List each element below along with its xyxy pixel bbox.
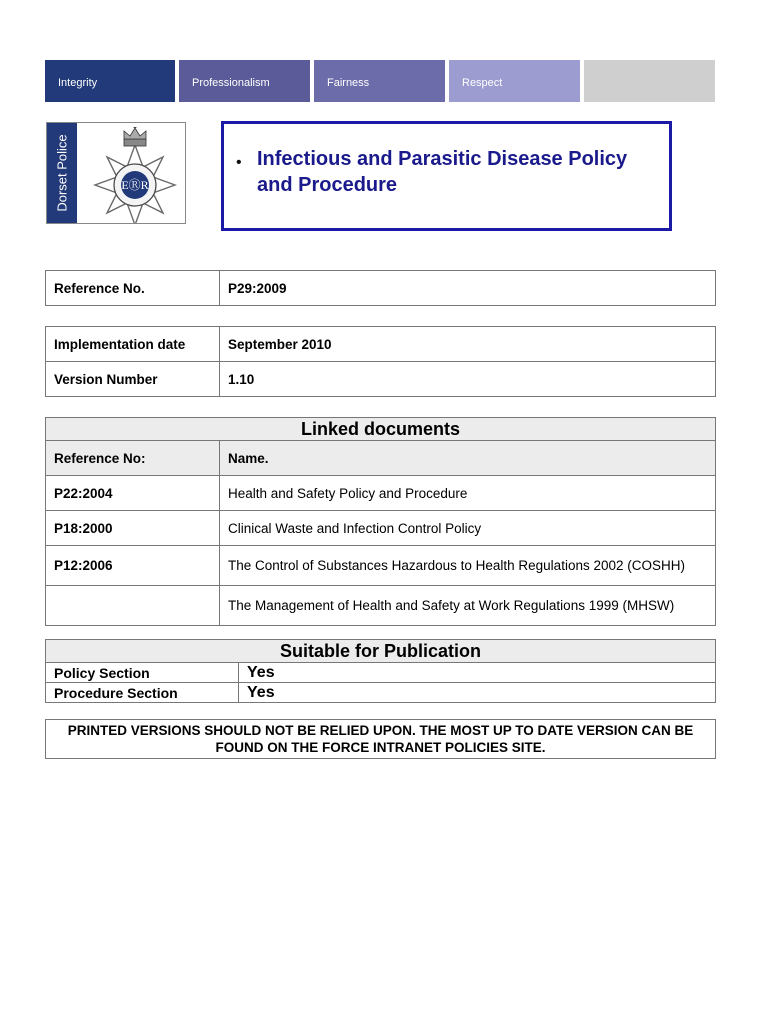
reference-value: P29:2009: [220, 271, 716, 306]
policy-section-value: Yes: [239, 663, 716, 683]
linked-documents-table: [45, 417, 716, 626]
page-title: Infectious and Parasitic Disease Policy and Procedure: [257, 148, 628, 196]
linked-ref: P22:2004: [46, 476, 220, 511]
reference-label: Reference No.: [46, 271, 220, 306]
version-number-label: Version Number: [46, 362, 220, 397]
linked-name: Clinical Waste and Infection Control Policy: [220, 511, 716, 546]
printed-version-notice: [45, 719, 716, 759]
table-row: [46, 511, 716, 546]
logo-strip-text: Dorset Police: [54, 134, 70, 212]
logo-strip: [47, 123, 77, 223]
publication-table: [45, 639, 716, 703]
value-tab-blank: [584, 60, 715, 102]
value-tab-fairness: Fairness: [314, 60, 445, 102]
policy-section-label: Policy Section: [46, 663, 239, 683]
table-row: [46, 476, 716, 511]
implementation-date-label: Implementation date: [46, 327, 220, 362]
values-banner: [45, 60, 715, 102]
implementation-table: [45, 326, 716, 397]
linked-ref: P12:2006: [46, 546, 220, 586]
reference-table: [45, 270, 716, 306]
linked-col-reference: Reference No:: [46, 441, 220, 476]
procedure-section-value: Yes: [239, 683, 716, 703]
linked-name: Health and Safety Policy and Procedure: [220, 476, 716, 511]
implementation-date-value: September 2010: [220, 327, 716, 362]
value-tab-professionalism: Professionalism: [179, 60, 310, 102]
title-bullet: •: [236, 154, 242, 171]
linked-col-name: Name.: [220, 441, 716, 476]
publication-heading: Suitable for Publication: [46, 640, 716, 663]
linked-documents-heading: Linked documents: [46, 418, 716, 441]
table-row: [46, 546, 716, 586]
value-tab-respect: Respect: [449, 60, 580, 102]
linked-ref: P18:2000: [46, 511, 220, 546]
notice-text: PRINTED VERSIONS SHOULD NOT BE RELIED UPON. THE MOST UP TO DATE VERSION CAN BE FOUND ON THE FORCE INTRANET POLICIES SITE.: [46, 720, 716, 759]
linked-ref: [46, 586, 220, 626]
procedure-section-label: Procedure Section: [46, 683, 239, 703]
police-crest-icon: [91, 127, 179, 223]
version-number-value: 1.10: [220, 362, 716, 397]
linked-name: The Control of Substances Hazardous to Health Regulations 2002 (COSHH): [220, 546, 716, 586]
crest-cipher: EⓇR: [121, 178, 149, 192]
value-tab-integrity: Integrity: [45, 60, 175, 102]
table-row: [46, 586, 716, 626]
linked-name: The Management of Health and Safety at Work Regulations 1999 (MHSW): [220, 586, 716, 626]
policy-title-box: [221, 121, 672, 231]
dorset-police-logo: [46, 122, 186, 224]
